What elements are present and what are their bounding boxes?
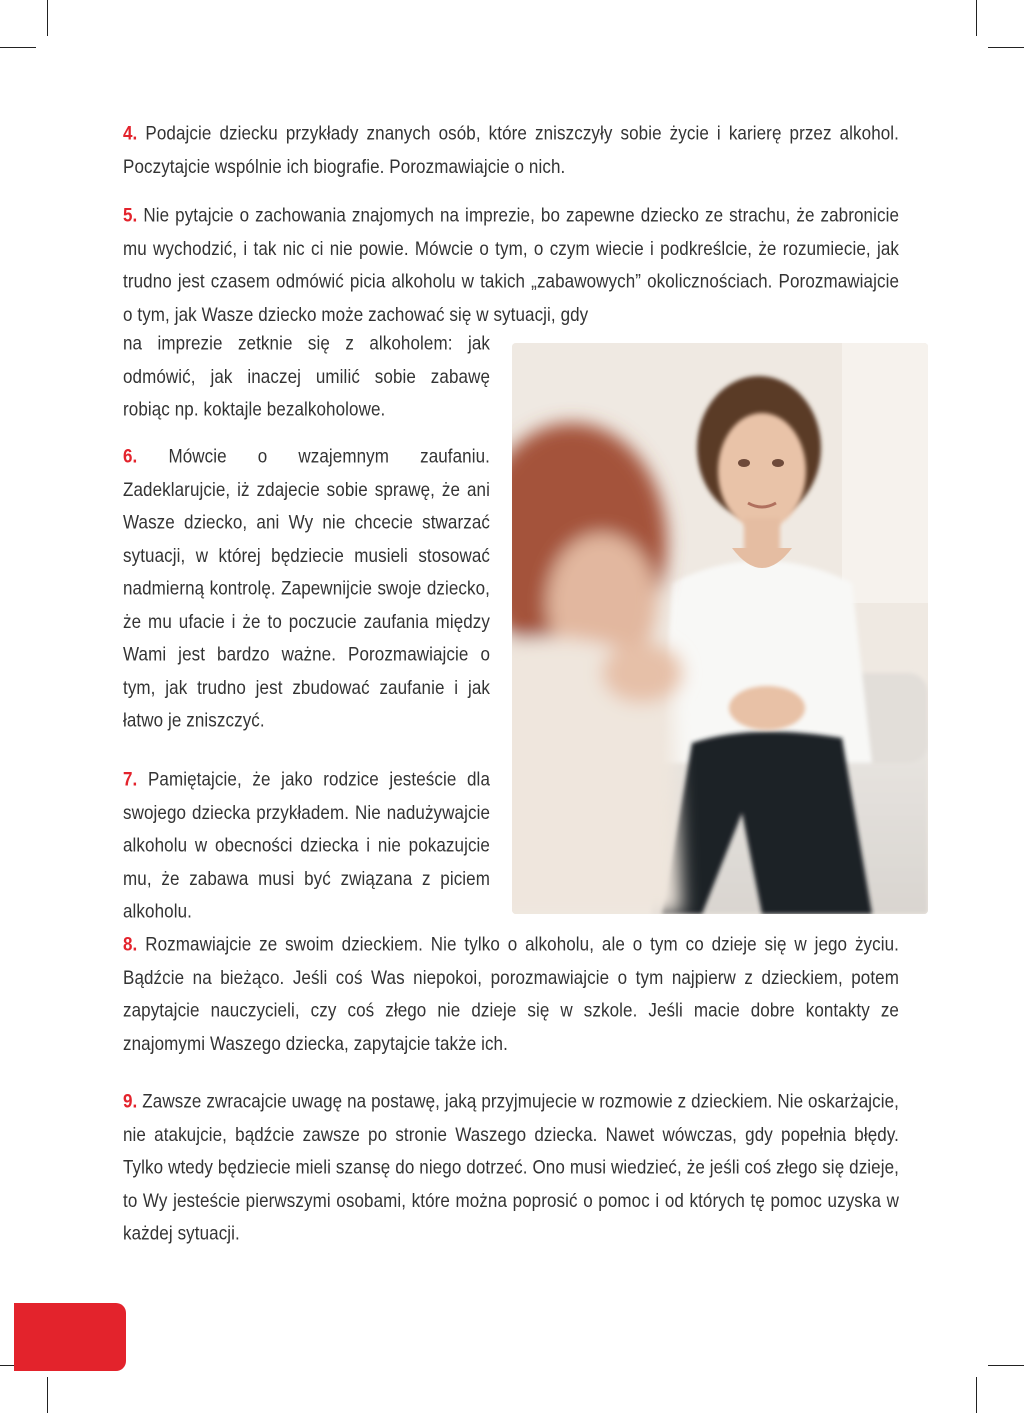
photo-mother-child [512,343,928,914]
item-text: Zawsze zwracajcie uwagę na postawę, jaką przyjmujecie w rozmowie z dzieckiem. Nie oskarżajcie, nie atakujcie, bądźcie zawsze po stronie Waszego dziecka. Nawet wówczas, gdy popełnia błędy. Tylko wtedy będziecie mieli szansę do niego dotrzeć. Ono musi wiedzieć, że jeśli coś złego się dzieje, to Wy jesteście pierwszymi osobami, które można poprosić o pomoc i od których tę pomoc uzyska w każdej sytuacji. [123,1090,899,1245]
list-item-9 [123,1085,899,1250]
crop-mark [976,1377,977,1413]
item-number: 5. [123,204,138,226]
list-item-4 [123,117,899,183]
list-item-7 [123,763,490,928]
photo-mother-child-conversation-icon [512,343,928,914]
item-text: Rozmawiajcie ze swoim dzieckiem. Nie tylko o alkoholu, ale o tym co dzieje się w jego życiu. Bądźcie na bieżąco. Jeśli coś Was niepokoi, porozmawiajcie o tym najpierw z dzieckiem, potem zapytajcie nauczycieli, czy coś złego nie dzieje się w szkole. Jeśli macie dobre kontakty ze znajomymi Waszego dziecka, zapytajcie także ich. [123,933,899,1054]
crop-mark [976,0,977,36]
page-tab-marker [14,1303,126,1371]
list-item-6 [123,440,490,737]
item-text: Podajcie dziecku przykłady znanych osób, które zniszczyły sobie życie i karierę przez alkohol. Poczytajcie wspólnie ich biografie. Porozmawiajcie o nich. [123,122,900,177]
item-number: 7. [123,768,138,790]
crop-mark [988,1365,1024,1366]
item-text: Nie pytajcie o zachowania znajomych na imprezie, bo zapewne dziecko ze strachu, że zabronicie mu wychodzić, i tak nic ci nie powie. Mówcie o tym, o czym wiecie i podkreślcie, że rozumiecie, jak trudno jest czasem odmówić picia alkoholu w takich „zabawowych” okolicznościach. Porozmawiajcie o tym, jak Wasze dziecko może zachować się w sytuacji, gdy [123,204,900,325]
crop-mark [47,0,48,36]
item-number: 4. [123,122,138,144]
list-item-5-continued [123,327,490,426]
list-item-8 [123,928,899,1060]
item-text: na imprezie zetknie się z alkoholem: jak odmówić, jak inaczej umilić sobie zabawę robiąc np. koktajle bezalkoholowe. [123,332,490,420]
item-number: 9. [123,1090,138,1112]
item-number: 8. [123,933,138,955]
list-item-5 [123,199,899,331]
item-text: Pamiętajcie, że jako rodzice jesteście dla swojego dziecka przykładem. Nie nadużywajcie alkoholu w obecności dziecka i nie pokazujcie mu, że zabawa musi być związana z piciem alkoholu. [123,768,490,923]
crop-mark [47,1377,48,1413]
item-text: Mówcie o wzajemnym zaufaniu. Zadeklarujcie, iż zdajecie sobie sprawę, że ani Wasze dziecko, ani Wy nie chcecie stwarzać sytuacji, w której będziecie musieli stosować nadmierną kontrolę. Zapewnijcie swoje dziecko, że mu ufacie i że to poczucie zaufania między Wami jest bardzo ważne. Porozmawiajcie o tym, jak trudno jest zbudować zaufanie i jak łatwo je zniszczyć. [123,445,490,732]
crop-mark [0,47,36,48]
crop-mark [988,47,1024,48]
item-number: 6. [123,445,138,467]
